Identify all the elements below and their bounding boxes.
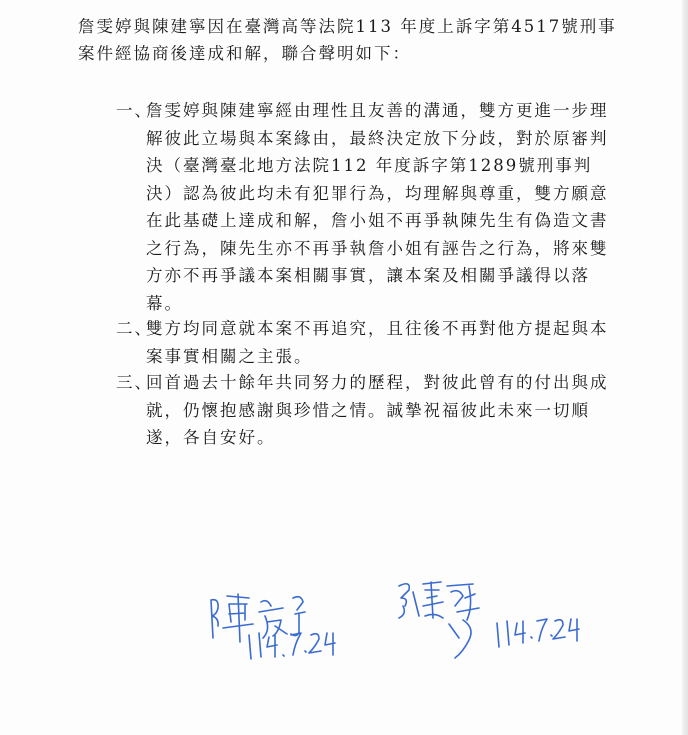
item-text: 雙方均同意就本案不再追究，且往後不再對他方提起與本案事實相關之主張。 — [146, 319, 609, 366]
signature-2-handwriting — [393, 576, 493, 662]
signature-2-date — [491, 613, 581, 653]
intro-paragraph: 詹雯婷與陳建寧因在臺灣高等法院113 年度上訴字第4517號刑事案件經協商後達成和解，聯合聲明如下： — [78, 17, 617, 63]
signature-1-date — [243, 625, 338, 665]
statement-item-3 — [116, 369, 616, 452]
item-text: 回首過去十餘年共同努力的歷程，對彼此曾有的付出與成就，仍懷抱感謝與珍惜之情。誠摯祝福彼此未來一切順遂，各自安好。 — [146, 373, 609, 447]
signature-2-name — [0, 0, 1, 1]
signature-2-date-text — [0, 0, 1, 1]
statement-item-1 — [116, 97, 616, 317]
statement-item-2 — [116, 315, 616, 370]
signature-1-date-text — [0, 0, 1, 1]
signature-1-name — [0, 0, 1, 1]
item-number: 二、 — [116, 319, 153, 338]
item-number: 一、 — [116, 101, 153, 120]
item-text: 詹雯婷與陳建寧經由理性且友善的溝通，雙方更進一步理解彼此立場與本案緣由，最終決定放下分歧，對於原審判決（臺灣臺北地方法院112 年度訴字第1289號刑事判決）認為彼此均未有犯罪行為，均理解與尊重，雙方願意在此基礎上達成和解，詹小姐不再爭執陳先生有偽造文書之行為，陳先生亦不再爭執詹小姐有誣告之行為，將來雙方亦不再爭議本案相關事實，讓本案及相關爭議得以落幕。 — [146, 101, 609, 313]
item-number: 三、 — [116, 373, 153, 392]
page-edge-shadow — [682, 0, 688, 735]
